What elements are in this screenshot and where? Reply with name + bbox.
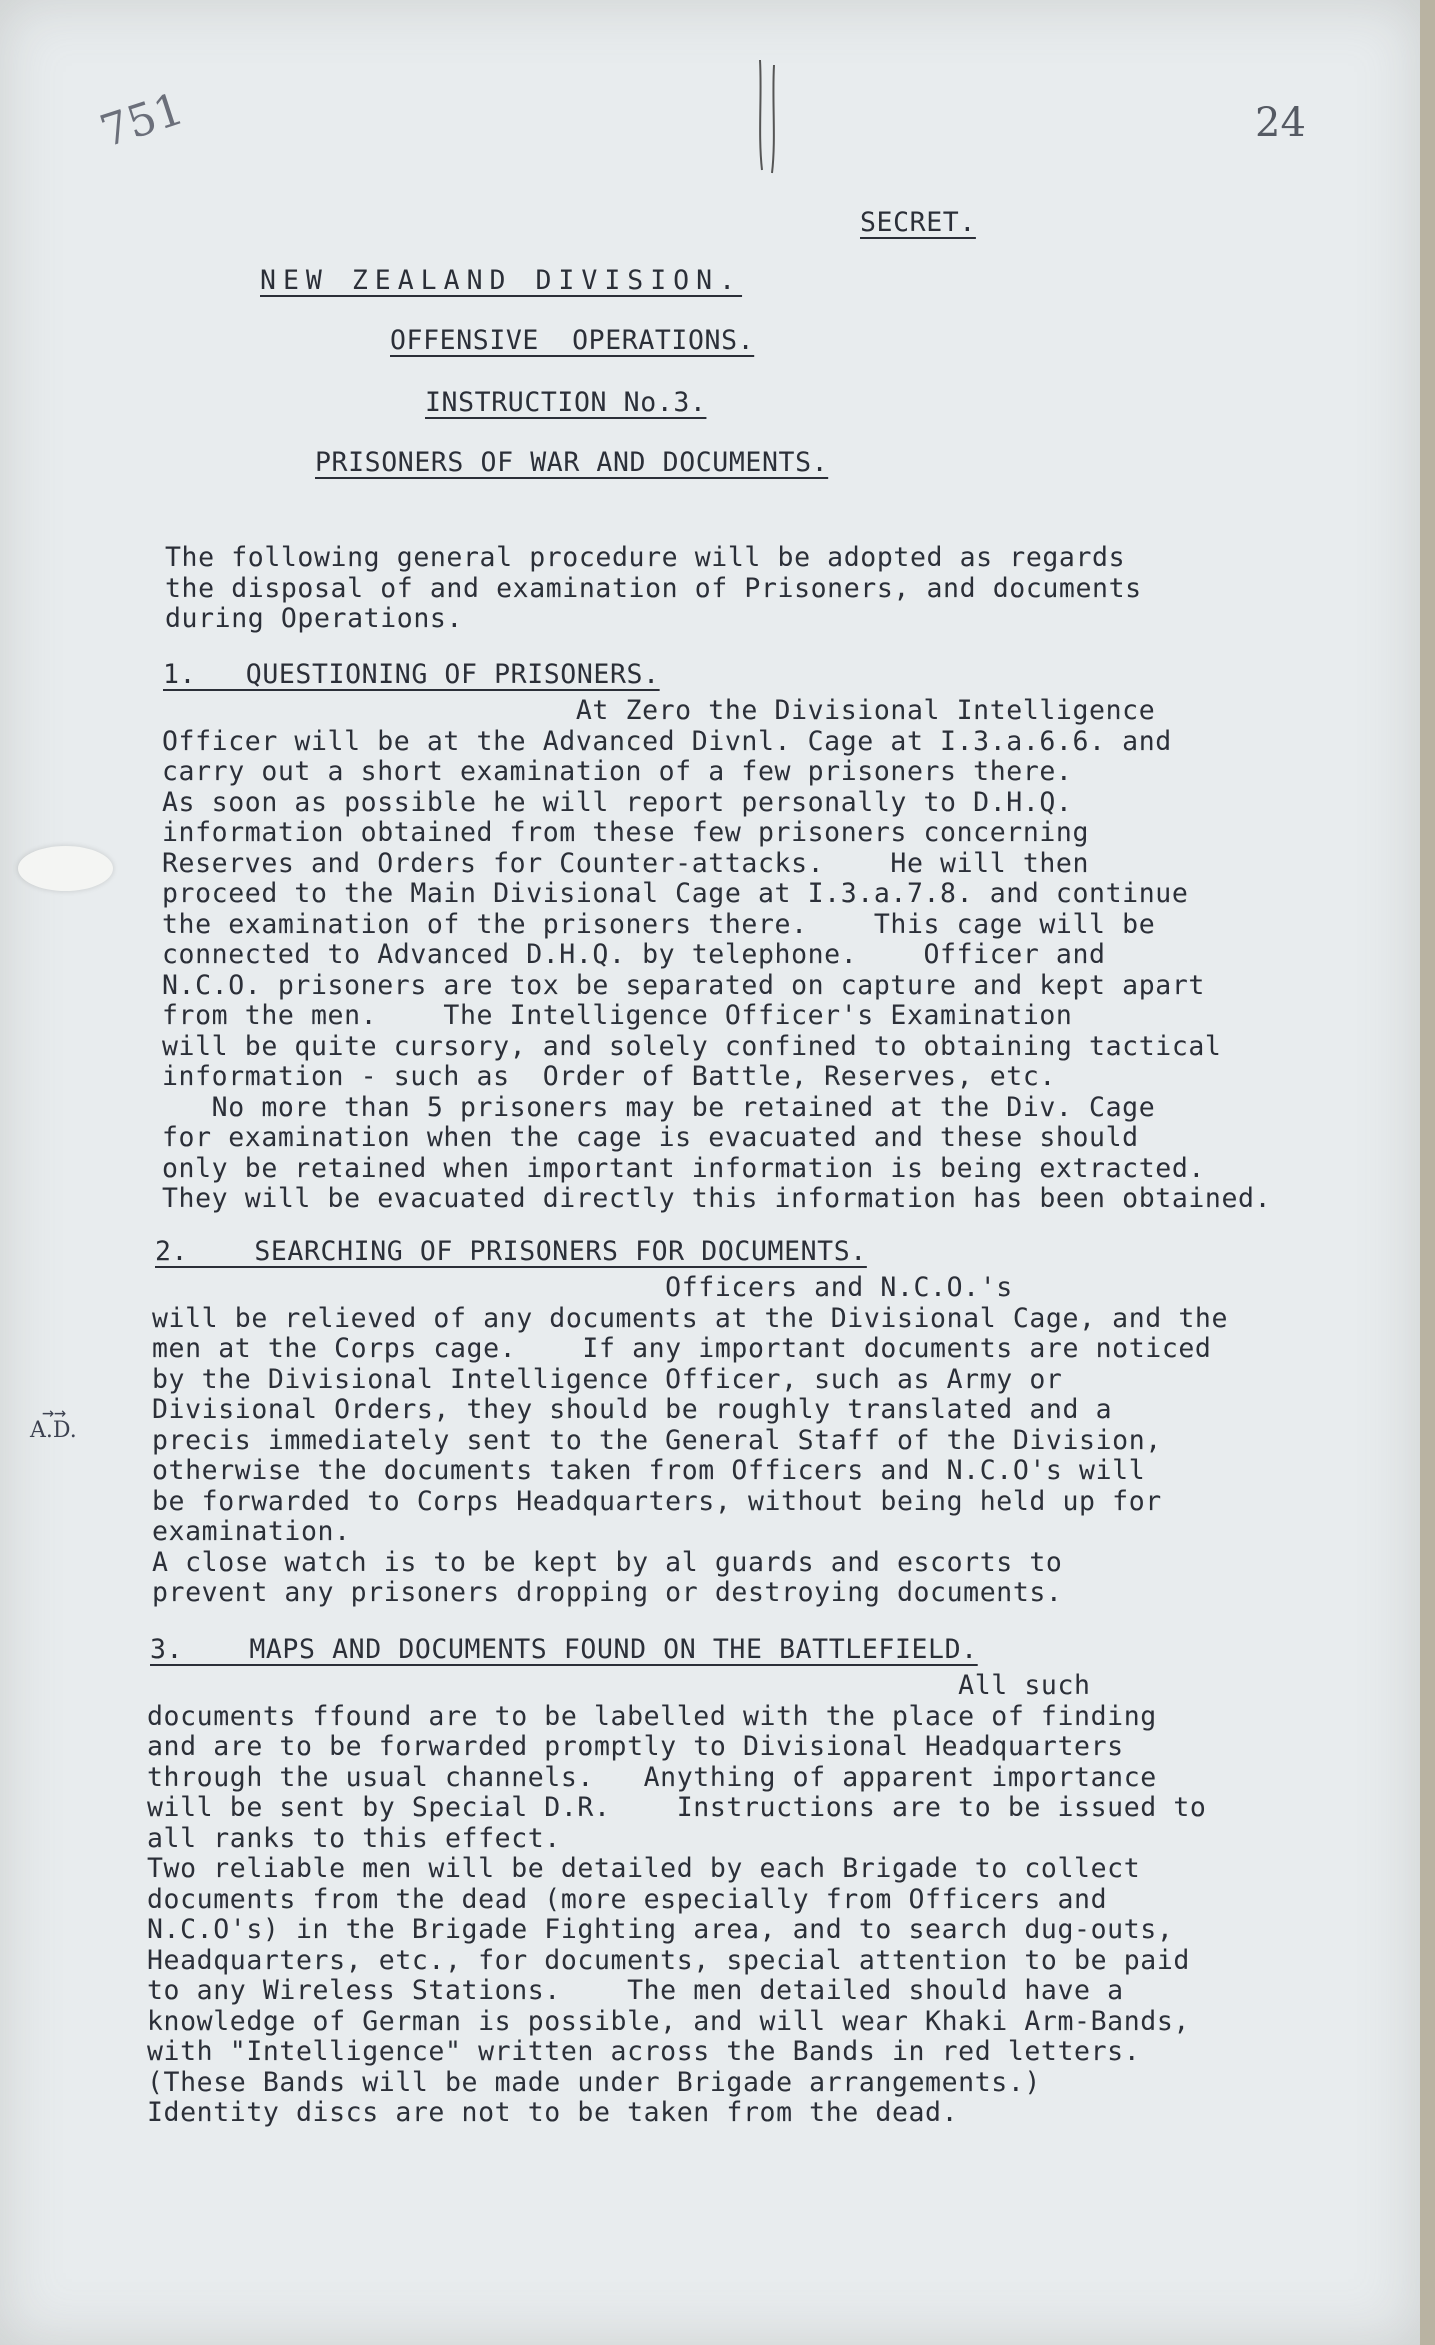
classification-marking: SECRET. (860, 207, 976, 238)
section-2-line: A close watch is to be kept by al guards and escorts to (152, 1546, 1063, 1578)
section-3-line: N.C.O's) in the Brigade Fighting area, and to search dug-outs, (147, 1914, 1174, 1945)
intro-line: the disposal of and examination of Prisoners, and documents (165, 572, 1142, 604)
section-1-line: At Zero the Divisional Intelligence (162, 695, 1156, 726)
section-3-line: documents from the dead (more especially from Officers and (147, 1883, 1108, 1915)
section-1-line: carry out a short examination of a few prisoners there. (162, 756, 1073, 787)
section-3-line: Identity discs are not to be taken from the dead. (147, 2097, 959, 2128)
section-1-line: As soon as possible he will report personally to D.H.Q. (162, 786, 1073, 818)
intro-line: The following general procedure will be adopted as regards (165, 542, 1126, 573)
instruction-number: INSTRUCTION No.3. (425, 387, 707, 418)
page-number: 24 (1255, 100, 1306, 146)
section-2-line: otherwise the documents taken from Officers and N.C.O's will (152, 1455, 1146, 1486)
section-1-line: only be retained when important information is being extracted. (162, 1152, 1205, 1184)
section-2-line: Officers and N.C.O.'s (152, 1272, 1013, 1303)
document-subtitle: OFFENSIVE OPERATIONS. (390, 325, 755, 356)
intro-line: during Operations. (165, 603, 463, 634)
section-1-heading: 1. QUESTIONING OF PRISONERS. (163, 659, 660, 690)
section-1-line: information - such as Order of Battle, Reserves, etc. (162, 1061, 1056, 1092)
section-1-line: for examination when the cage is evacuated and these should (162, 1122, 1139, 1153)
section-3-line: to any Wireless Stations. The men detailed should have a (147, 1975, 1124, 2006)
section-3-line: Headquarters, etc., for documents, special attention to be paid (147, 1944, 1190, 1976)
section-1-line: connected to Advanced D.H.Q. by telephone. Officer and (162, 939, 1106, 970)
section-1-line: proceed to the Main Divisional Cage at I.3.a.7.8. and continue (162, 878, 1189, 909)
section-2-line: men at the Corps cage. If any important documents are noticed (152, 1333, 1212, 1364)
section-2-line: precis immediately sent to the General Staff of the Division, (152, 1424, 1162, 1456)
section-2-body (152, 1273, 1228, 1609)
section-2-line: prevent any prisoners dropping or destroying documents. (152, 1577, 1063, 1608)
section-2-line: be forwarded to Corps Headquarters, without being held up for (152, 1485, 1162, 1517)
section-3-line: and are to be forwarded promptly to Divisional Headquarters (147, 1731, 1124, 1762)
pen-stroke-mark (748, 55, 788, 175)
section-1-line: They will be evacuated directly this information has been obtained. (162, 1183, 1272, 1214)
section-3-line: through the usual channels. Anything of apparent importance (147, 1761, 1157, 1793)
section-3-line: All such (147, 1670, 1091, 1701)
section-2-line: Divisional Orders, they should be roughly translated and a (152, 1394, 1113, 1425)
section-1-line: will be quite cursory, and solely confined to obtaining tactical (162, 1030, 1222, 1062)
margin-arrow-mark: →→ (42, 1400, 67, 1424)
section-1-body (162, 696, 1271, 1215)
section-2-heading: 2. SEARCHING OF PRISONERS FOR DOCUMENTS. (155, 1236, 867, 1267)
section-1-line: Officer will be at the Advanced Divnl. Cage at I.3.a.6.6. and (162, 725, 1172, 757)
section-1-line: from the men. The Intelligence Officer's Examination (162, 1000, 1073, 1031)
page-edge (1420, 0, 1435, 2345)
section-3-line: all ranks to this effect. (147, 1822, 561, 1854)
section-3-line: knowledge of German is possible, and will wear Khaki Arm-Bands, (147, 2005, 1190, 2037)
intro-paragraph (165, 543, 1142, 635)
section-1-line: No more than 5 prisoners may be retained at the Div. Cage (162, 1091, 1156, 1123)
document-subject: PRISONERS OF WAR AND DOCUMENTS. (315, 447, 829, 478)
folio-number: 751 (94, 83, 190, 158)
section-1-line: the examination of the prisoners there. This cage will be (162, 908, 1156, 940)
margin-note: A.D. (30, 1418, 77, 1443)
section-1-line: information obtained from these few prisoners concerning (162, 817, 1090, 848)
section-3-line: documents ffound are to be labelled with the place of finding (147, 1700, 1157, 1732)
section-1-line: N.C.O. prisoners are tox be separated on capture and kept apart (162, 969, 1205, 1001)
section-3-heading: 3. MAPS AND DOCUMENTS FOUND ON THE BATTLEFIELD. (150, 1634, 978, 1665)
section-3-line: will be sent by Special D.R. Instructions are to be issued to (147, 1792, 1207, 1823)
punch-hole (18, 846, 113, 891)
section-2-line: examination. (152, 1516, 351, 1547)
section-3-body (147, 1671, 1206, 2129)
section-2-line: will be relieved of any documents at the Divisional Cage, and the (152, 1302, 1229, 1334)
section-2-line: by the Divisional Intelligence Officer, such as Army or (152, 1363, 1063, 1395)
section-3-line: with "Intelligence" written across the Bands in red letters. (147, 2036, 1141, 2067)
section-1-line: Reserves and Orders for Counter-attacks. He will then (162, 847, 1090, 879)
document-title: NEW ZEALAND DIVISION. (260, 265, 743, 296)
section-3-line: (These Bands will be made under Brigade arrangements.) (147, 2066, 1041, 2098)
section-3-line: Two reliable men will be detailed by each Brigade to collect (147, 1853, 1141, 1884)
